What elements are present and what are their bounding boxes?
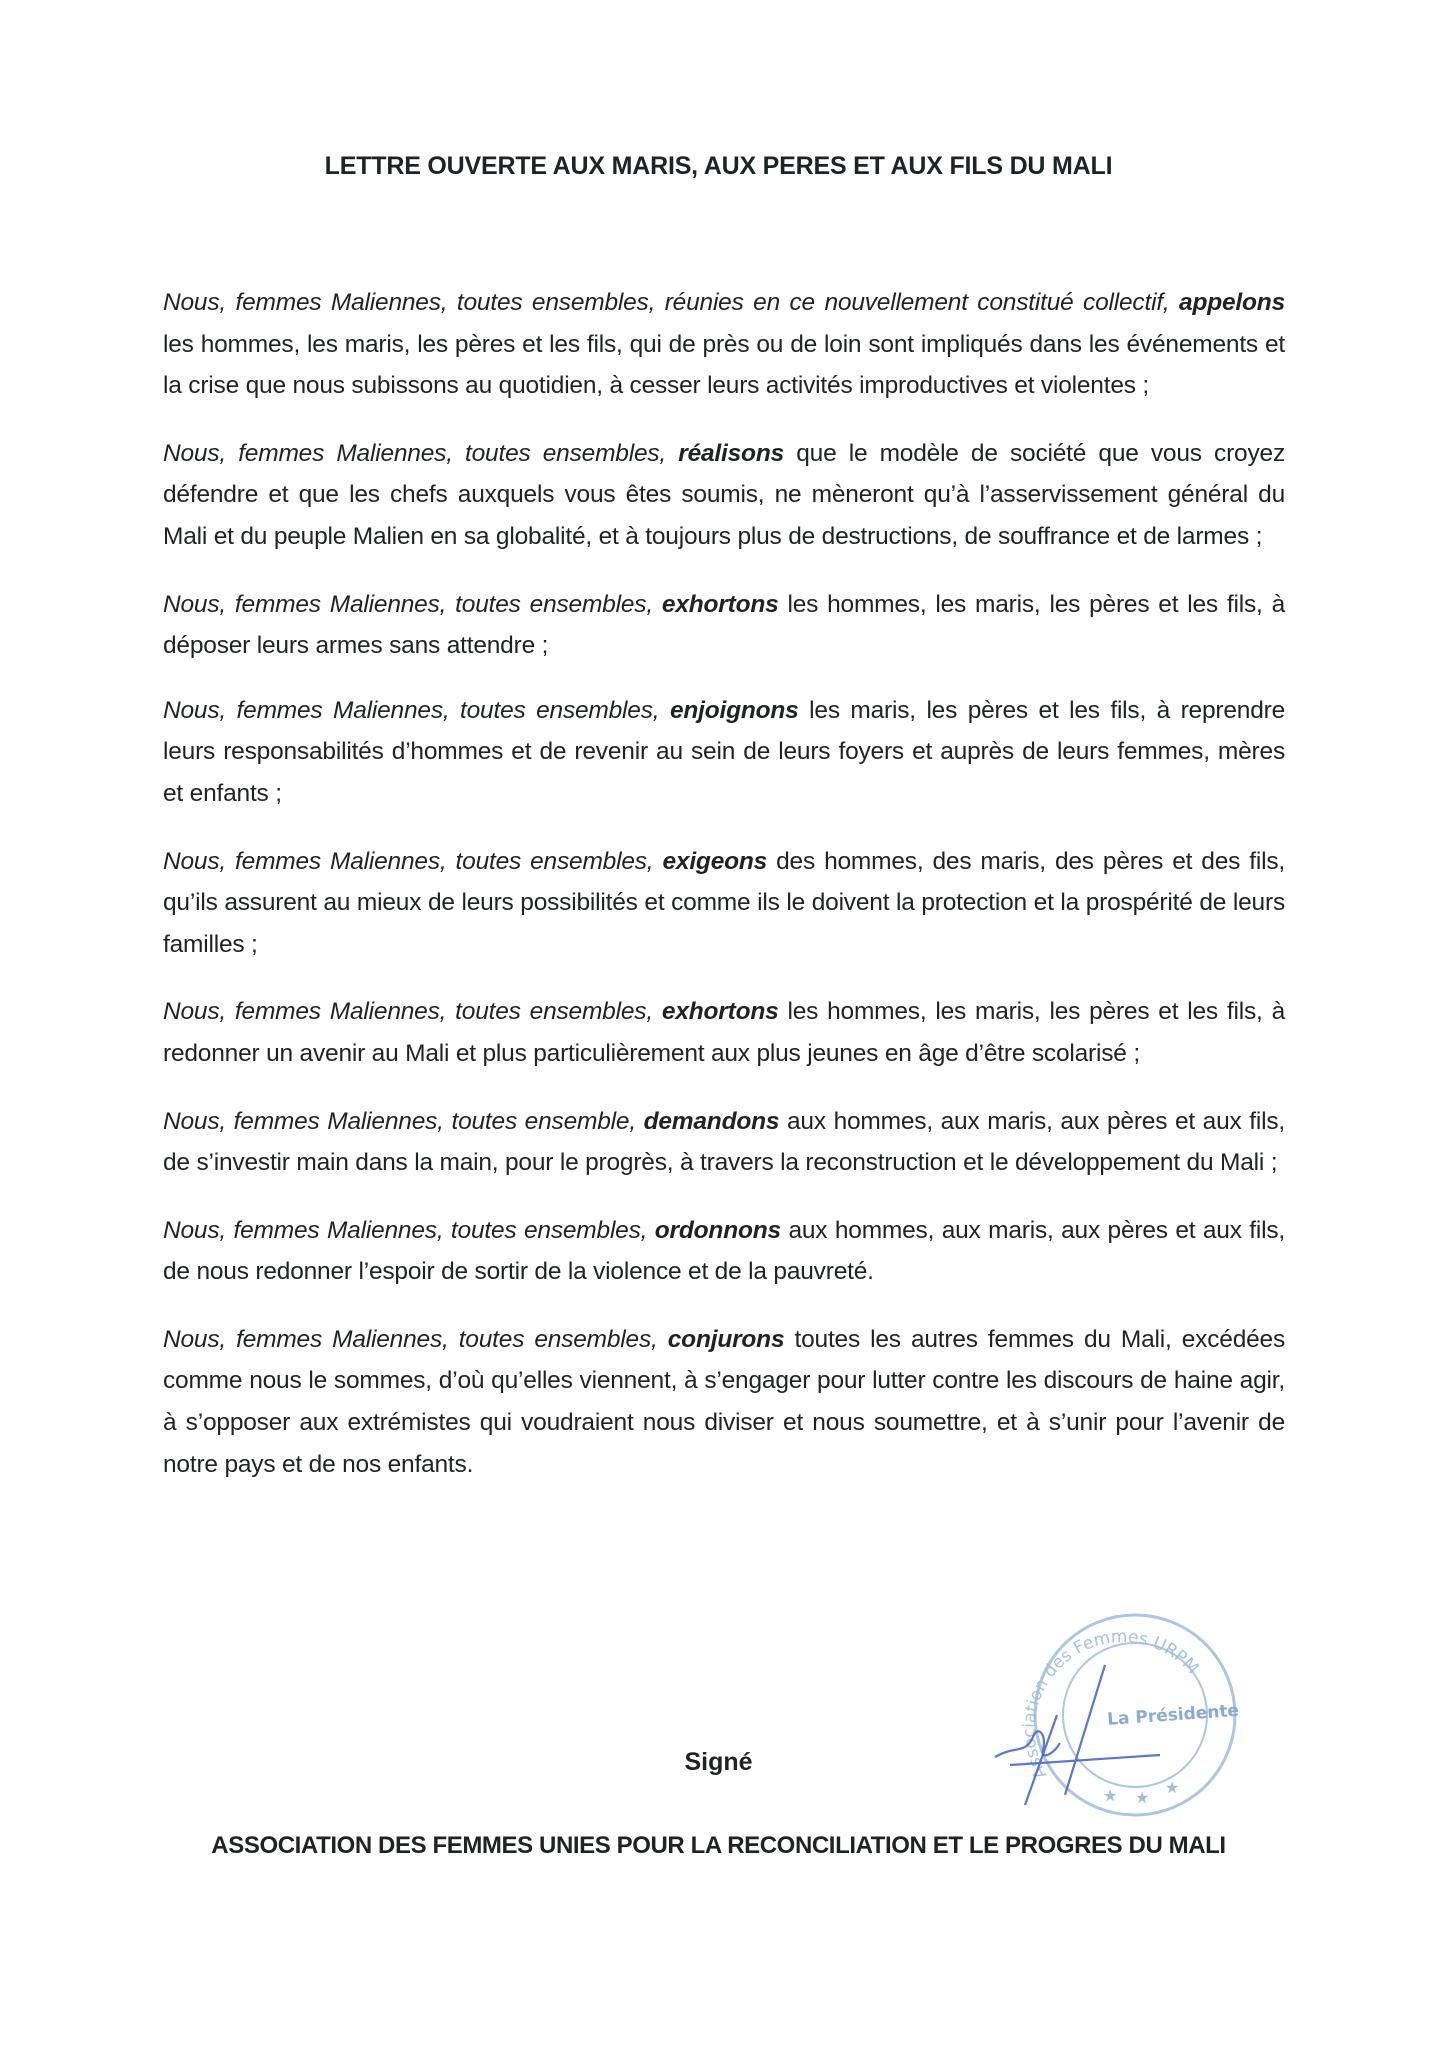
paragraph-text: toutes les autres femmes du Mali, excédées comme nous le sommes, d’où qu’elles viennent, à s’engager pour lutter contre les discours de haine agir, à s’opposer aux extrémistes qui voudraient nous diviser et nous soumettre, et à s’unir pour l’avenir de notre pays et de nos enfants. (163, 1325, 1286, 1478)
paragraph-lead: Nous, femmes Maliennes, toutes ensembles, (163, 1325, 658, 1353)
stamp-icon (985, 1605, 1255, 1835)
paragraph-lead: Nous, femmes Maliennes, toutes ensembles, (163, 696, 660, 724)
paragraph-verb: enjoignons (669, 696, 799, 724)
paragraph-verb: demandons (643, 1107, 780, 1135)
paragraph-3 (163, 584, 1285, 667)
paragraph-verb: conjurons (667, 1325, 785, 1353)
association-name: ASSOCIATION DES FEMMES UNIES POUR LA RECONCILIATION ET LE PROGRES DU MALI (211, 1832, 1226, 1859)
paragraph-text: les hommes, les maris, les pères et les fils, qui de près ou de loin sont impliqués dans les événements et la crise que nous subissons au quotidien, à cesser leurs activités improductives et violentes ; (163, 330, 1285, 400)
paragraph-verb: réalisons (678, 439, 785, 467)
paragraph-lead: Nous, femmes Maliennes, toutes ensembles, (163, 1216, 648, 1244)
paragraph-text: aux hommes, aux maris, aux pères et aux fils, de nous redonner l’espoir de sortir de la violence et de la pauvreté. (163, 1216, 1286, 1286)
paragraph-verb: exhortons (661, 590, 779, 618)
paragraph-lead: Nous, femmes Maliennes, toutes ensembles, (163, 847, 654, 875)
paragraph-text: les hommes, les maris, les pères et les fils, à déposer leurs armes sans attendre ; (163, 590, 1286, 660)
letter-title: LETTRE OUVERTE AUX MARIS, AUX PERES ET AUX FILS DU MALI (324, 152, 1113, 180)
paragraph-lead: Nous, femmes Maliennes, toutes ensembles, (163, 998, 653, 1026)
paragraph-1 (163, 282, 1285, 407)
svg-text:★: ★ (1103, 1788, 1118, 1805)
letter-body (163, 282, 1285, 1485)
signed-label: Signé (684, 1748, 753, 1776)
paragraph-2 (163, 433, 1285, 558)
svg-text:La Présidente: La Présidente (1106, 1700, 1240, 1730)
paragraph-7 (163, 1101, 1285, 1184)
svg-text:★: ★ (1165, 1780, 1180, 1797)
paragraph-lead: Nous, femmes Maliennes, toutes ensembles, (163, 439, 667, 467)
paragraph-text: que le modèle de société que vous croyez défendre et que les chefs auxquels vous êtes soumis, ne mèneront qu’à l’asservissement général du Mali et du peuple Malien en sa globalité, et à toujours plus de destructions, de souffrance et de larmes ; (163, 439, 1285, 550)
paragraph-verb: exigeons (662, 847, 768, 875)
paragraph-verb: appelons (1179, 289, 1285, 316)
paragraph-text: les maris, les pères et les fils, à reprendre leurs responsabilités d’hommes et de revenir au sein de leurs foyers et auprès de leurs femmes, mères et enfants ; (163, 696, 1286, 807)
paragraph-9 (163, 1319, 1285, 1485)
paragraph-verb: exhortons (661, 998, 779, 1026)
paragraph-lead: Nous, femmes Maliennes, toutes ensembles, (163, 590, 653, 618)
svg-text:Association des Femmes URPM: Association des Femmes URPM (1019, 1626, 1203, 1783)
paragraph-text: aux hommes, aux maris, aux pères et aux fils, de s’investir main dans la main, pour le progrès, à travers la reconstruction et le développement du Mali ; (163, 1107, 1285, 1177)
paragraph-4 (163, 690, 1285, 815)
paragraph-lead: Nous, femmes Maliennes, toutes ensembles, réunies en ce nouvellement constitué collectif, (163, 289, 1170, 316)
paragraph-text: des hommes, des maris, des pères et des fils, qu’ils assurent au mieux de leurs possibilités et comme ils le doivent la protection et la prospérité de leurs familles ; (163, 847, 1285, 958)
paragraph-text: les hommes, les maris, les pères et les fils, à redonner un avenir au Mali et plus particulièrement aux plus jeunes en âge d’être scolarisé ; (163, 998, 1286, 1067)
paragraph-6 (163, 991, 1285, 1074)
paragraph-verb: ordonnons (654, 1216, 781, 1244)
paragraph-lead: Nous, femmes Maliennes, toutes ensemble, (163, 1107, 636, 1135)
paragraph-5 (163, 841, 1285, 966)
stamp-and-signature (985, 1605, 1255, 1835)
paragraph-8 (163, 1210, 1285, 1293)
svg-text:★: ★ (1135, 1790, 1150, 1807)
